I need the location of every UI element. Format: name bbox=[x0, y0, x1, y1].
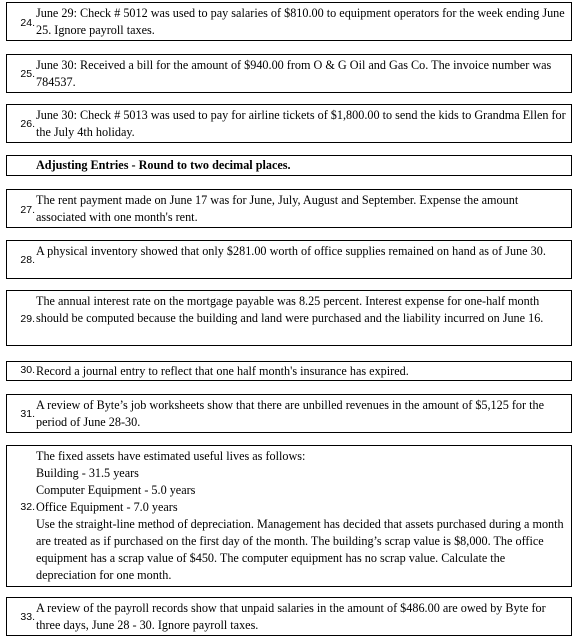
item-text-line: Computer Equipment - 5.0 years bbox=[36, 483, 196, 497]
item-row bbox=[6, 189, 572, 228]
item-number: 25. bbox=[20, 68, 35, 80]
item-text: June 30: Received a bill for the amount of $940.00 from O & G Oil and Gas Co. The invoice number was 784537. bbox=[36, 58, 552, 89]
item-row bbox=[6, 54, 572, 93]
item-text: Record a journal entry to reflect that one half month's insurance has expired. bbox=[36, 364, 409, 378]
section-header-row bbox=[6, 155, 572, 176]
item-text: The annual interest rate on the mortgage payable was 8.25 percent. Interest expense for one-half month should be computed because the building and land were purchased and the liability incurred on June 16. bbox=[36, 294, 544, 325]
item-number: 32. bbox=[20, 501, 35, 513]
item-number: 28. bbox=[20, 254, 35, 266]
item-number: 24. bbox=[20, 17, 35, 29]
item-row bbox=[6, 597, 572, 636]
item-row bbox=[6, 240, 572, 279]
item-text: A physical inventory showed that only $281.00 worth of office supplies remained on hand as of June 30. bbox=[36, 244, 546, 258]
item-row bbox=[6, 104, 572, 143]
item-text: A review of Byte’s job worksheets show that there are unbilled revenues in the amount of $5,125 for the period of June 28-30. bbox=[36, 398, 545, 429]
item-number: 26. bbox=[20, 118, 35, 130]
item-text-line: Use the straight-line method of depreciation. Management has decided that assets purchased during a month are treated as if purchased on the first day of the month. The building’s scrap value is $8,000. The office equipment has a scrap value of $450. The computer equipment has no scrap value. Calculate the depreciation for one month. bbox=[36, 517, 564, 582]
item-text: A review of the payroll records show that unpaid salaries in the amount of $486.00 are owed by Byte for three days, June 28 - 30. Ignore payroll taxes. bbox=[36, 601, 546, 632]
item-row bbox=[6, 445, 572, 587]
item-number: 31. bbox=[20, 408, 35, 420]
item-number: 30. bbox=[20, 364, 35, 376]
item-text: June 29: Check # 5012 was used to pay salaries of $810.00 to equipment operators for the week ending June 25. Ignore payroll taxes. bbox=[36, 6, 565, 37]
item-row bbox=[6, 2, 572, 41]
item-text-line: Building - 31.5 years bbox=[36, 466, 139, 480]
item-number: 29. bbox=[20, 313, 35, 325]
item-row bbox=[6, 361, 572, 381]
item-number: 27. bbox=[20, 204, 35, 216]
item-row bbox=[6, 394, 572, 433]
item-row bbox=[6, 290, 572, 346]
item-text: The rent payment made on June 17 was for June, July, August and September. Expense the amount associated with one month's rent. bbox=[36, 193, 519, 224]
item-text-line: The fixed assets have estimated useful lives as follows: bbox=[36, 449, 306, 463]
item-text: June 30: Check # 5013 was used to pay for airline tickets of $1,800.00 to send the kids to Grandma Ellen for the July 4th holiday. bbox=[36, 108, 566, 139]
item-text bbox=[36, 448, 568, 584]
item-number: 33. bbox=[20, 611, 35, 623]
section-header: Adjusting Entries - Round to two decimal places. bbox=[36, 158, 291, 172]
item-text-line: Office Equipment - 7.0 years bbox=[36, 500, 178, 514]
